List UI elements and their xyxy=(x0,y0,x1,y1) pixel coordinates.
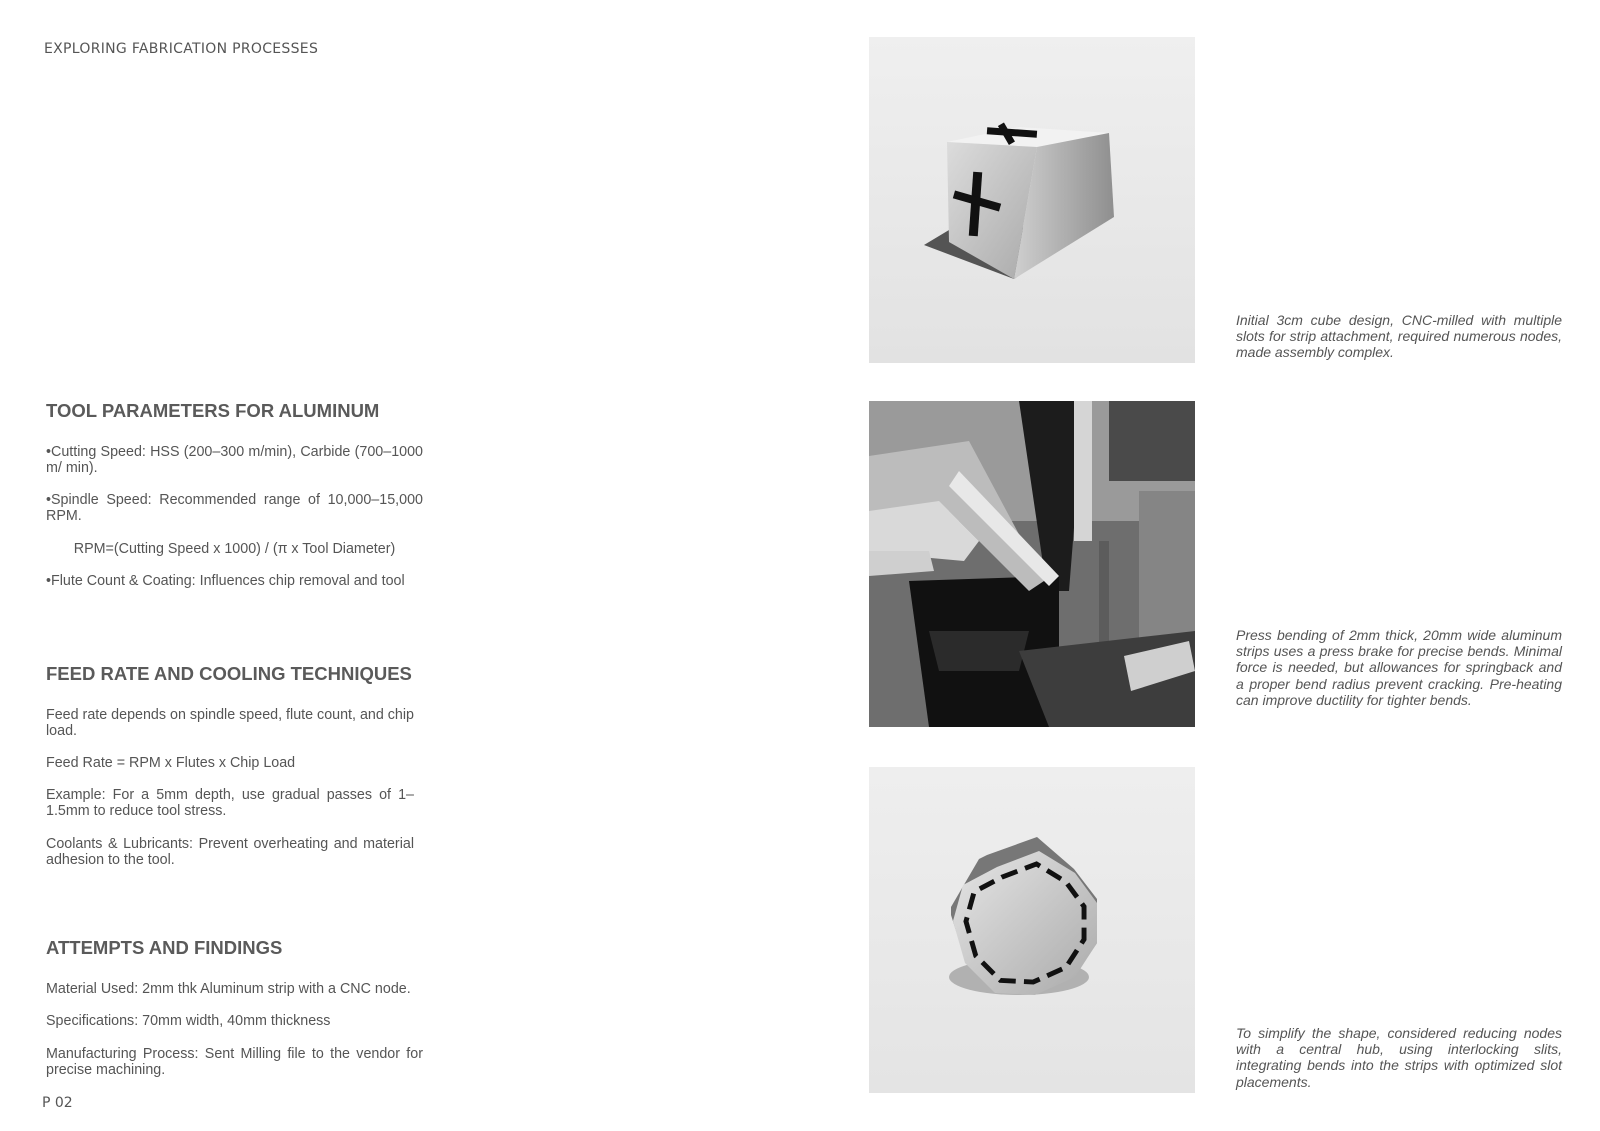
caption-press-bending: Press bending of 2mm thick, 20mm wide aluminum strips uses a press brake for precise bends. Minimal force is needed, but allowances for springback and a proper bend radius prevent cracking. Pre-heating can improve ductility for tighter bends. xyxy=(1236,627,1562,708)
cnc-milled-cube-photo xyxy=(869,37,1195,363)
octagonal-hub-photo xyxy=(869,767,1195,1093)
document-header: EXPLORING FABRICATION PROCESSES xyxy=(44,41,319,57)
paragraph-spindle-speed: •Spindle Speed: Recommended range of 10,000–15,000 RPM. xyxy=(46,492,423,524)
paragraph-cutting-speed: •Cutting Speed: HSS (200–300 m/min), Carbide (700–1000 m/ min). xyxy=(46,444,423,476)
paragraph-example: Example: For a 5mm depth, use gradual passes of 1–1.5mm to reduce tool stress. xyxy=(46,787,414,819)
paragraph-material-used: Material Used: 2mm thk Aluminum strip with a CNC node. xyxy=(46,981,411,997)
paragraph-feed-rate-formula: Feed Rate = RPM x Flutes x Chip Load xyxy=(46,755,296,771)
paragraph-flute-count: •Flute Count & Coating: Influences chip removal and tool xyxy=(46,573,405,589)
paragraph-specifications: Specifications: 70mm width, 40mm thickness xyxy=(46,1013,331,1029)
section-title-feed-rate: FEED RATE AND COOLING TECHNIQUES xyxy=(46,663,412,684)
paragraph-manufacturing-process: Manufacturing Process: Sent Milling file to the vendor for precise machining. xyxy=(46,1046,423,1078)
paragraph-feed-rate-depends: Feed rate depends on spindle speed, flute count, and chip load. xyxy=(46,707,415,739)
paragraph-coolants: Coolants & Lubricants: Prevent overheating and material adhesion to the tool. xyxy=(46,836,414,868)
page-number: P 02 xyxy=(42,1095,73,1111)
caption-octagonal-hub: To simplify the shape, considered reducing nodes with a central hub, using interlocking slits, integrating bends into the strips with optimized slot placements. xyxy=(1236,1025,1562,1090)
section-title-tool-parameters: TOOL PARAMETERS FOR ALUMINUM xyxy=(46,400,380,421)
caption-cube: Initial 3cm cube design, CNC-milled with multiple slots for strip attachment, required numerous nodes, made assembly complex. xyxy=(1236,312,1562,361)
section-title-attempts: ATTEMPTS AND FINDINGS xyxy=(46,937,283,958)
press-bending-photo xyxy=(869,401,1195,727)
paragraph-rpm-formula: RPM=(Cutting Speed x 1000) / (π x Tool Diameter) xyxy=(73,541,396,557)
